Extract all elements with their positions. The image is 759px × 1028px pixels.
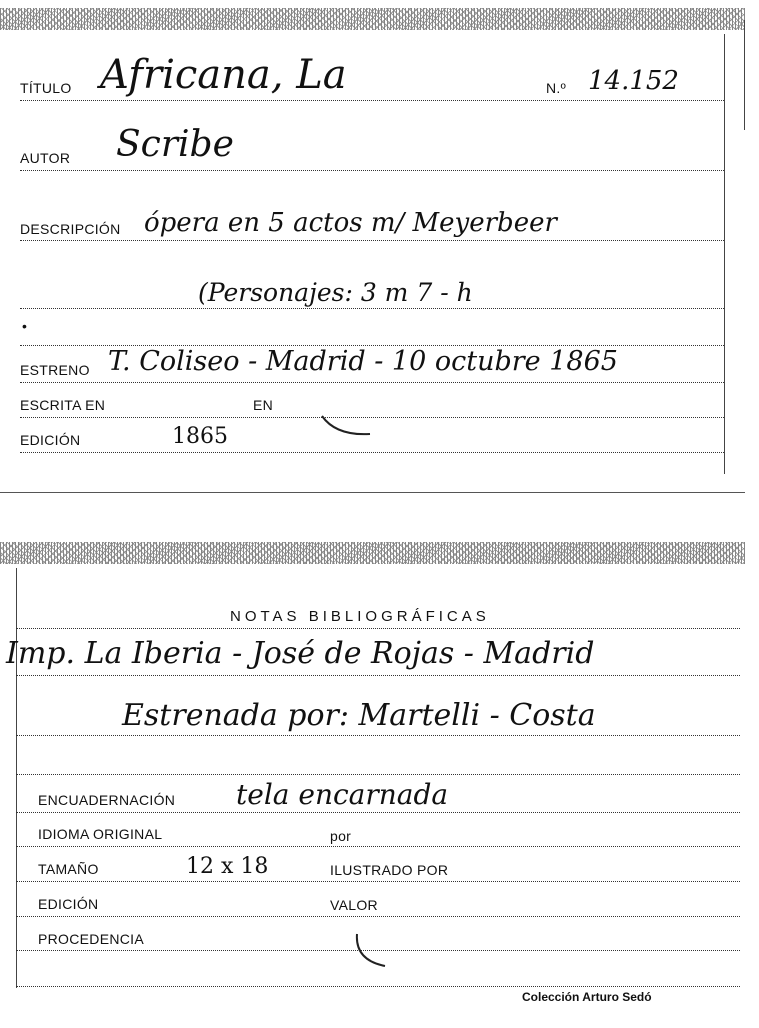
personajes-value: (Personajes: 3 m 7 - h: [198, 278, 473, 307]
note-line-1: Imp. La Iberia - José de Rojas - Madrid: [6, 636, 595, 671]
ruled-line: [16, 986, 740, 987]
note-line-2: Estrenada por: Martelli - Costa: [122, 698, 596, 733]
valor-label: VALOR: [330, 897, 378, 913]
idioma-original-label: IDIOMA ORIGINAL: [38, 826, 163, 842]
coleccion-footer: Colección Arturo Sedó: [522, 990, 652, 1004]
edicion-label-bottom: EDICIÓN: [38, 896, 99, 912]
ruled-line: [16, 916, 740, 917]
ruled-line: [20, 100, 724, 101]
pen-stroke-mark: [345, 930, 405, 970]
card-left-border: [16, 568, 17, 988]
bottom-index-card: [0, 530, 759, 1028]
autor-label: AUTOR: [20, 150, 71, 166]
encuadernacion-label: ENCUADERNACIÓN: [38, 792, 176, 808]
por-label: por: [330, 828, 352, 844]
top-index-card: [0, 0, 759, 495]
en-label: EN: [253, 397, 274, 413]
titulo-value: Africana, La: [100, 52, 347, 98]
ruled-line: [16, 881, 740, 882]
stray-dot: •: [22, 318, 27, 334]
encuadernacion-value: tela encarnada: [236, 778, 449, 811]
card-bottom-edge: [0, 492, 745, 493]
card-top-edge-noise: [0, 8, 745, 30]
edicion-value: 1865: [172, 424, 228, 449]
escrita-en-label: ESCRITA EN: [20, 397, 106, 413]
descripcion-value: ópera en 5 actos m/ Meyerbeer: [144, 208, 557, 238]
card-right-border: [724, 34, 725, 474]
ruled-line: [20, 452, 724, 453]
titulo-label: TÍTULO: [20, 80, 72, 96]
tamano-label: TAMAÑO: [38, 861, 99, 877]
ruled-line: [20, 240, 724, 241]
numero-value: 14.152: [588, 66, 679, 96]
numero-label: N.º: [546, 80, 567, 96]
estreno-label: ESTRENO: [20, 362, 90, 378]
notas-bibliograficas-heading: NOTAS BIBLIOGRÁFICAS: [230, 608, 490, 625]
ilustrado-por-label: ILUSTRADO POR: [330, 862, 449, 878]
card-top-edge-noise: [0, 542, 745, 564]
ruled-line: [16, 675, 740, 676]
ruled-line: [16, 735, 740, 736]
estreno-value: T. Coliseo - Madrid - 10 octubre 1865: [108, 346, 618, 377]
descripcion-label: DESCRIPCIÓN: [20, 221, 121, 237]
ruled-line: [16, 812, 740, 813]
ruled-line: [20, 170, 724, 171]
tamano-value: 12 x 18: [186, 854, 269, 879]
card-far-right-border: [744, 20, 745, 130]
ruled-line: [16, 846, 740, 847]
autor-value: Scribe: [116, 124, 234, 165]
ruled-line: [20, 308, 724, 309]
ruled-line: [16, 628, 740, 629]
pen-stroke-mark: [318, 410, 378, 440]
edicion-label: EDICIÓN: [20, 432, 81, 448]
ruled-line: [20, 382, 724, 383]
ruled-line: [16, 774, 740, 775]
procedencia-label: PROCEDENCIA: [38, 931, 144, 947]
